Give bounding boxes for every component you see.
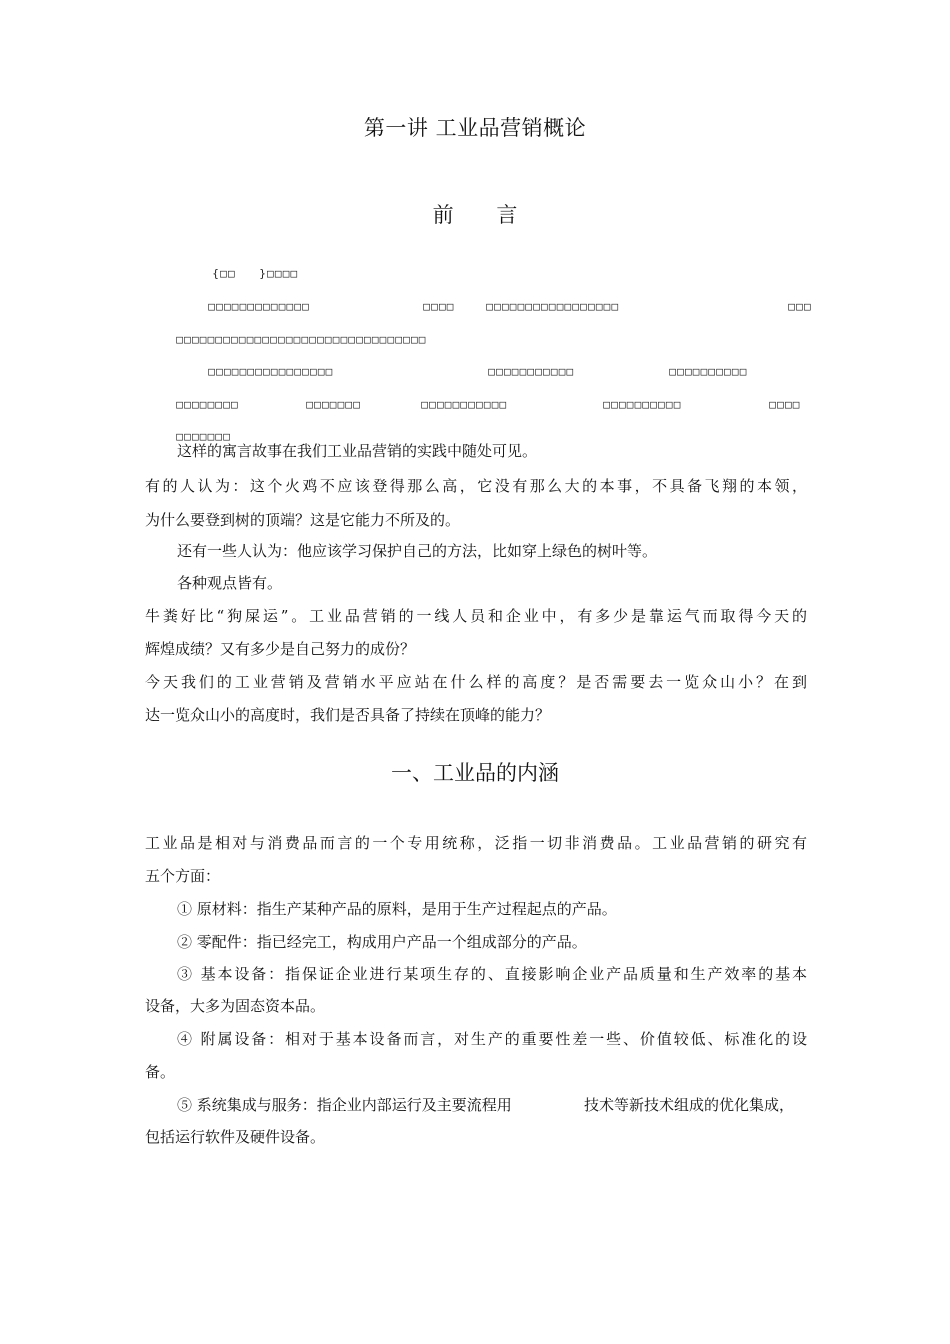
garbled-segment: {□□ }□□□□ xyxy=(212,267,299,280)
paragraph-line: 五个方面： xyxy=(145,867,221,885)
page-title: 第一讲 工业品营销概论 xyxy=(363,116,587,140)
garbled-line xyxy=(572,381,682,429)
garbled-segment: □□□□□□□□□□□□□ xyxy=(208,300,310,313)
paragraph-line: 今天我们的工业营销及营销水平应站在什么样的高度？是否需要去一览众山小？在到 xyxy=(145,673,807,691)
list-item: ③ 基本设备：指保证企业进行某项生存的、直接影响企业产品质量和生产效率的基本 xyxy=(177,965,807,983)
garbled-segment: □□□ xyxy=(788,300,812,313)
paragraph-line: 达一览众山小的高度时，我们是否具备了持续在顶峰的能力？ xyxy=(145,706,551,724)
section-heading: 一、工业品的内涵 xyxy=(391,761,559,785)
preface-heading: 前 言 xyxy=(432,203,536,227)
paragraph-line: 还有一些人认为：他应该学习保护自己的方法，比如穿上绿色的树叶等。 xyxy=(177,542,658,560)
list-item: 技术等新技术组成的优化集成， xyxy=(584,1096,795,1114)
garbled-line xyxy=(757,283,812,331)
paragraph-line: 为什么要登到树的顶端？这是它能力不所及的。 xyxy=(145,511,461,529)
garbled-segment: □□□□□□□□□□ xyxy=(669,365,748,378)
list-item: ④ 附属设备：相对于基本设备而言，对生产的重要性差一些、价值较低、标准化的设 xyxy=(177,1030,807,1048)
garbled-segment: □□□□□□□□□□□□□□□□□□□□□□□□□□□□□□□□ xyxy=(176,333,427,346)
garbled-segment: □□□□□□□ xyxy=(306,398,362,411)
list-item: ⑤ 系统集成与服务：指企业内部运行及主要流程用 xyxy=(177,1096,512,1114)
paragraph-line: 牛粪好比“狗屎运”。工业品营销的一线人员和企业中，有多少是靠运气而取得今天的 xyxy=(145,607,807,625)
garbled-segment: □□□□□□□□ xyxy=(176,398,239,411)
garbled-segment: □□□□□□□□□□□ xyxy=(421,398,508,411)
garbled-line xyxy=(275,381,361,429)
list-item: ② 零配件：指已经完工，构成用户产品一个组成部分的产品。 xyxy=(177,933,587,951)
list-item-continuation: 备。 xyxy=(145,1063,176,1081)
paragraph-line: 有的人认为：这个火鸡不应该登得那么高，它没有那么大的本事，不具备飞翔的本领， xyxy=(145,477,807,495)
garbled-segment: □□□□ xyxy=(769,398,801,411)
garbled-segment: □□□□ xyxy=(423,300,455,313)
garbled-line xyxy=(390,381,507,429)
garbled-segment: □□□□□□□ xyxy=(176,430,232,443)
garbled-segment: □□□□□□□□□□ xyxy=(603,398,682,411)
garbled-segment: □□□□□□□□□□□□□□□□ xyxy=(208,365,334,378)
garbled-segment: □□□□□□□□□□□ xyxy=(488,365,575,378)
paragraph-line: 工业品是相对与消费品而言的一个专用统称，泛指一切非消费品。工业品营销的研究有 xyxy=(145,834,807,852)
garbled-line xyxy=(738,381,801,429)
garbled-segment: □□□□□□□□□□□□□□□□□ xyxy=(486,300,620,313)
list-item-continuation: 包括运行软件及硬件设备。 xyxy=(145,1128,326,1146)
garbled-line xyxy=(455,283,619,331)
list-item-continuation: 设备，大多为固态资本品。 xyxy=(145,997,326,1015)
paragraph-line: 这样的寓言故事在我们工业品营销的实践中随处可见。 xyxy=(177,442,538,460)
paragraph-line: 各种观点皆有。 xyxy=(177,574,283,592)
list-item: ① 原材料：指生产某种产品的原料，是用于生产过程起点的产品。 xyxy=(177,900,617,918)
paragraph-line: 辉煌成绩？又有多少是自己努力的成份？ xyxy=(145,640,416,658)
